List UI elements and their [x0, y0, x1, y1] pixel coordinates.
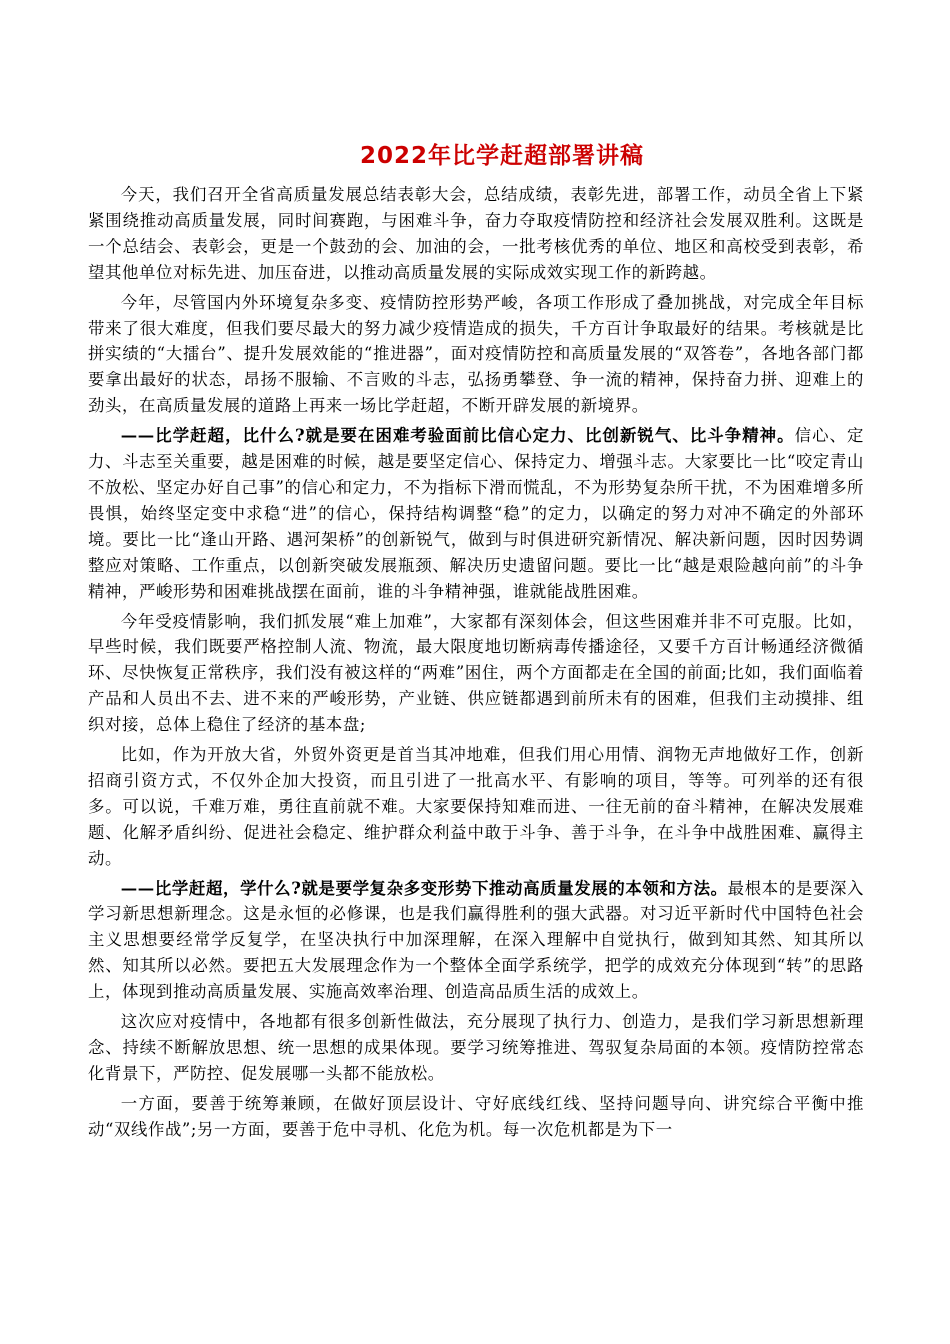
paragraph-6 [88, 876, 864, 1006]
paragraph-3-lead: ——比学赶超，比什么?就是要在困难考验面前比信心定力、比创新锐气、比斗争精神。 [120, 426, 795, 446]
paragraph-8 [88, 1091, 864, 1143]
paragraph-1 [88, 182, 864, 286]
document-page [88, 138, 864, 1143]
paragraph-2-text: 今年，尽管国内外环境复杂多变、疫情防控形势严峻，各项工作形成了叠加挑战，对完成全年目标带来了很大难度，但我们要尽最大的努力减少疫情造成的损失，千方百计争取最好的结果。考核就是比拼实绩的“大擂台”、提升发展效能的“推进器”，面对疫情防控和高质量发展的“双答卷”，各地各部门都要拿出最好的状态，昂扬不服输、不言败的斗志，弘扬勇攀登、争一流的精神，保持奋力拼、迎难上的劲头，在高质量发展的道路上再来一场比学赶超，不断开辟发展的新境界。 [88, 292, 864, 416]
paragraph-4-text: 今年受疫情影响，我们抓发展“难上加难”，大家都有深刻体会，但这些困难并非不可克服。比如，早些时候，我们既要严格控制人流、物流，最大限度地切断病毒传播途径，又要千方百计畅通经济微循环、尽快恢复正常秩序，我们没有被这样的“两难”困住，两个方面都走在全国的前面;比如，我们面临着产品和人员出不去、进不来的严峻形势，产业链、供应链都遇到前所未有的困难，但我们主动摸排、组织对接，总体上稳住了经济的基本盘; [88, 611, 864, 735]
paragraph-3 [88, 423, 864, 604]
paragraph-7 [88, 1009, 864, 1087]
paragraph-7-text: 这次应对疫情中，各地都有很多创新性做法，充分展现了执行力、创造力，是我们学习新思想新理念、持续不断解放思想、统一思想的成果体现。要学习统筹推进、驾驭复杂局面的本领。疫情防控常态化背景下，严防控、促发展哪一头都不能放松。 [88, 1012, 864, 1083]
paragraph-8-text: 一方面，要善于统筹兼顾，在做好顶层设计、守好底线红线、坚持问题导向、讲究综合平衡中推动“双线作战”;另一方面，要善于危中寻机、化危为机。每一次危机都是为下一 [88, 1093, 864, 1139]
paragraph-4 [88, 609, 864, 739]
paragraph-5-text: 比如，作为开放大省，外贸外资更是首当其冲地难，但我们用心用情、润物无声地做好工作，创新招商引资方式，不仅外企加大投资，而且引进了一批高水平、有影响的项目，等等。可列举的还有很多。可以说，千难万难，勇往直前就不难。大家要保持知难而进、一往无前的奋斗精神，在解决发展难题、化解矛盾纠纷、促进社会稳定、维护群众利益中敢于斗争、善于斗争，在斗争中战胜困难、赢得主动。 [88, 745, 864, 868]
paragraph-6-lead: ——比学赶超，学什么?就是要学复杂多变形势下推动高质量发展的本领和方法。 [120, 878, 728, 898]
document-title: 2022年比学赶超部署讲稿 [359, 143, 644, 169]
paragraph-1-text: 今天，我们召开全省高质量发展总结表彰大会，总结成绩，表彰先进，部署工作，动员全省上下紧紧围绕推动高质量发展，同时间赛跑，与困难斗争，奋力夺取疫情防控和经济社会发展双胜利。这既是一个总结会、表彰会，更是一个鼓劲的会、加油的会，一批考核优秀的单位、地区和高校受到表彰，希望其他单位对标先进、加压奋进，以推动高质量发展的实际成效实现工作的新跨越。 [88, 185, 864, 282]
paragraph-2 [88, 290, 864, 420]
paragraph-3-text: 信心、定力、斗志至关重要，越是困难的时候，越是要坚定信心、保持定力、增强斗志。大家要比一比“咬定青山不放松、坚定办好自己事”的信心和定力，不为指标下滑而慌乱，不为形势复杂所干扰，不为困难增多所畏惧，始终坚定变中求稳“进”的信心，保持结构调整“稳”的定力，以确定的努力对冲不确定的外部环境。要比一比“逢山开路、遇河架桥”的创新锐气，做到与时俱进研究新情况、解决新问题，因时因势调整应对策略、工作重点，以创新突破发展瓶颈、解决历史遗留问题。要比一比“越是艰险越向前”的斗争精神，严峻形势和困难挑战摆在面前，谁的斗争精神强，谁就能战胜困难。 [88, 426, 864, 601]
paragraph-5 [88, 742, 864, 872]
paragraph-6-text: 最根本的是要深入学习新思想新理念。这是永恒的必修课，也是我们赢得胜利的强大武器。对习近平新时代中国特色社会主义思想要经常学反复学，在坚决执行中加深理解，在深入理解中自觉执行，做到知其然、知其所以然、知其所以必然。要把五大发展理念作为一个整体全面学系统学，把学的成效充分体现到“转”的思路上，体现到推动高质量发展、实施高效率治理、创造高品质生活的成效上。 [88, 878, 864, 1002]
